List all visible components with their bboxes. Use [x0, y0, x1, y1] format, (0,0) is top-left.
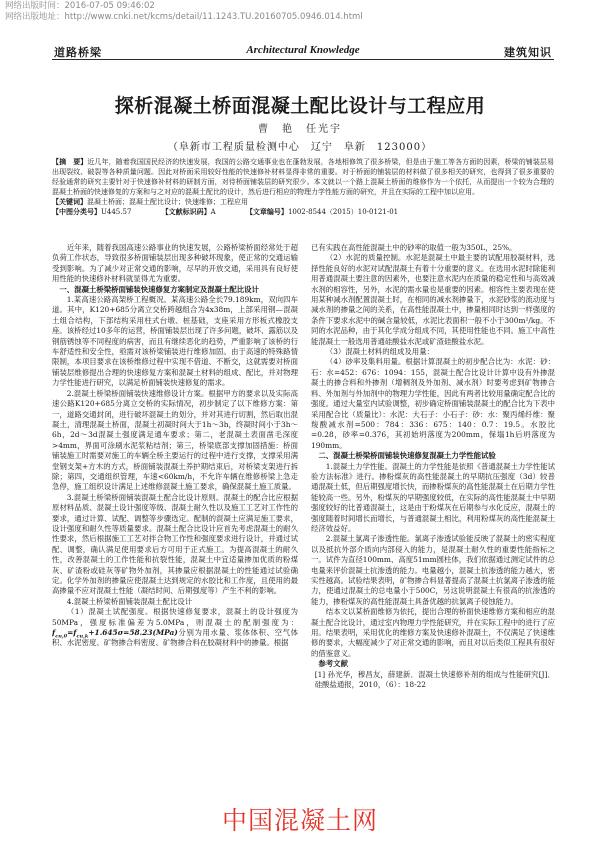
body-paragraph: 2.混凝土桥梁桥面铺装快速维修设计方案。根据甲方的要求以及实际高速公路K120+685分离立交桥的实际情况，初步制定了以下维修方案：第一，道路交通封闭，进行破坏混凝土的划分，并对其进行切割，然后取出混凝土，清理混凝土桥面，混凝土初凝时间大于1h～3h，终凝时间小于3h～6h，2d～3d混凝土强度满足通车要求；第二，老混凝土表面凿毛深度>4mm，界面可涂刷水泥浆粘结剂；第三，桥梁底部支撑加固措施：桥面铺装施工时需要对施工的车辆全桥主要运行的过程中进行支撑，支撑采用满堂钢支架+方木的方式，桥面铺装混凝土养护期结束后，对桥梁支架进行拆除；第四，交通组织管理，车速<60km/h，不允许车辆在维修桥梁上急走急停，施工组织设计满足上述维修混凝土施工要求，确保混凝土施工质量。 [52, 388, 298, 492]
body-paragraph: 结本文以某桥面维修为依托，提出合理的桥面快速维修方案和相应的混凝土配合比设计，通过室内物理力学性能研究，并在实际工程中的进行了应用。结果表明，采用优化的维修方案及快速修补混凝土，不仅满足了快速维修的要求，大幅度减少了对正常交通的影响，而且对以后类似工程具有很好的借鉴意义。 [311, 607, 555, 658]
formula-sub2: cu,k [76, 633, 89, 640]
publish-time-line [5, 1, 363, 12]
body-paragraph: 1.混凝土力学性能。混凝土的力学性能是依照《普通混凝土力学性能试验方法标准》进行。掺粉煤灰的高性能混凝土的早期抗压强度（3d）较普通混凝土低，但后期强度增长快，而掺粉煤灰的高性能混凝土在后期力学性能较高一些。另外，粉煤灰的早期强度较低，在实际的高性能混凝土中早期强度较好的比普通混凝土，这是由于粉煤灰在后期参与水化反应，混凝土的强度随着时间增长而增长，与普通混凝土相比，利用粉煤灰的高性能混凝土经济效益好。 [311, 461, 555, 533]
body-paragraph: （4）砂率及集料用量。根据计算混凝土的初步配合比为：水泥：砂：石：水=452：676：1094：155，混凝土配合比设计计算中设有外掺混凝土的掺合料和外掺剂（增稠剂及外加剂、减水剂）时要考虑到矿物掺合料、外加剂与外加剂中的物理力学性能，因此有两者比较用量确定配合比的强度。通过大量室内试验调整，初步确定桥面铺装混凝土的配合比为下表中采用配合比（质量比）：水泥：大石子：小石子：砂：水：聚丙烯纤维：聚羧酸减水剂=500：784：336：675：140：0.7：19.5。水胶比=0.28，砂率=0.376，其初始坍落度为200mm，保塌1h后坍落度为190mm。 [311, 357, 555, 450]
abstract-text: 近几年，随着我国国民经济的快速发展，我国的公路交通事业也在蓬勃发展，各地相修筑了很多桥梁，但是由于施工等各方面的因素，桥梁的铺装层易出现裂纹、破裂等各种质量问题。因此对桥面采用较好性能的快速修补材料显得非常的重要。对于桥面的铺装层的材料做了很多相关的研究，也得到了很多重要的经验通常的研究主要针对于快速修补材料的研制方面，对待桥面铺装层的研究很少。本文就以一个路上混凝土桥面的维修作为一个依托，从而提出一个较为合理的混凝土桥面的快速修复的方案和与之对应的混凝土配比的设计，然后进行相应的物理力学性能方面的研究，并且在实际的工程中加以应用。 [52, 158, 555, 196]
publish-url-line [5, 12, 363, 23]
running-header [52, 42, 554, 60]
formula-mid: =f [67, 628, 77, 638]
body-paragraph: （2）水泥的质量控制。水泥是混凝土中最主要的试配用胶凝材料，选择性能良好的水泥对试配混凝土有着十分重要的意义。在选用水泥时除能利用普通混凝土要注意的因素外，也要注意水泥内在质量的稳定性和与高效减水剂的相容性，另外，水泥的需水量也是重要的因素。相容性主要表现在使用某种减水剂配置混凝土时，在相同的减水剂掺量下，水泥砂浆的流动度与减水剂的掺量之间的关系，在高性能混凝土中，掺量相同时达到一样强度的条件下要求水泥中的碱含量较低，水泥比表面积一般不小于300m²/kg。不同的水泥品种，由于其化学成分组成不同，其使用性能也不同。施工中高性能混凝土一般选用普通硅酸盐水泥或矿渣硅酸盐水泥。 [311, 253, 555, 346]
body-column-right [311, 243, 555, 721]
body-column-left [52, 243, 298, 721]
author-affiliation: （阜新市工程质量检测中心 辽宁 阜新 123000） [167, 142, 433, 153]
section-heading: 二、混凝土桥梁桥面铺装快速修复混凝土力学性能试验 [318, 451, 496, 461]
keywords-text: 混凝土桥面；混凝土配比设计；快速维修；工程应用 [87, 198, 248, 206]
journal-name-cn: 建筑知识 [504, 46, 552, 59]
publish-time: 2016-07-05 09:46:02 [64, 1, 155, 11]
paragraph-lead: （1）混凝土试配强度。根据快速修复要求，混凝土的设计强度为50MPa，强度标准偏差为5.0MPa，则混凝土的配制强度为： [52, 607, 298, 627]
doc-code-field [162, 208, 230, 216]
paragraph-tail: 分别为用水量、浆体体积、空气体积、水泥密度、矿物掺合料密度、矿物掺合料在胶凝材料中的掺量。根据 [52, 628, 298, 648]
keywords-label: 【关键词】 [52, 197, 87, 206]
body-paragraph: （3）混凝土材料的组成及用量： [325, 347, 434, 357]
subsection-heading: 4.混凝土桥梁桥面铺装混凝土配比设计 [66, 596, 193, 606]
section-heading: 一、混凝土桥梁桥面铺装快速修复方案制定及混凝土配比设计 [59, 284, 259, 294]
abstract [52, 157, 554, 197]
publish-url: http://www.cnki.net/kcms/detail/11.1243.TU.20160705.0946.014.html [64, 12, 363, 22]
formula-tail: +1.645σ=58.23(MPa) [88, 628, 178, 638]
article-no-value: 1002-8544（2015）10-0121-01 [287, 208, 399, 216]
body-paragraph-with-formula [52, 607, 298, 649]
doc-code-label: 【文献标识码】 [161, 207, 211, 216]
body-paragraph: 已有实践在高性能混凝土中的砂率的取值一般为350L，25%。 [311, 243, 517, 252]
strength-formula [52, 628, 178, 640]
site-watermark: 中国混凝土网 [221, 806, 378, 835]
article-no-field [246, 208, 412, 216]
publish-time-label: 网络出版时间： [5, 1, 65, 11]
classification-line [52, 207, 554, 217]
publish-url-label: 网络出版地址： [5, 12, 65, 22]
keywords [52, 197, 554, 207]
clc-value: U445.57 [101, 208, 132, 216]
article-no-label: 【文章编号】 [245, 207, 288, 216]
article-title: 探析混凝土桥面混凝土配比设计与工程应用 [114, 95, 486, 117]
body-paragraph: 1.某高速公路高架桥工程概况。某高速公路全长79.189km，双向四车道。其中，K120+685分离立交桥跨越组合为4x38m，上部采用钢—混凝土组合结构，下部结构采用柱式台墩、桩基础，支座采用方形板式橡胶支座。该桥经过10多年的运营，桥面铺装层出现了许多问题，破坏、露筋以及钢筋锈蚀等不同程度的病害，而且有继续恶化的趋势，严重影响了该桥的行车舒适性和安全性，亟需对该桥梁铺装进行维修加固。由于高速的特殊路情限制，本项目要求在该桥维修过程中实现不借道、不断交，这就需要对桥面铺装层维修提出合理的快速修复方案和混凝土材料的组成、配比，并对物理力学性能进行研究，以满足桥面铺装快速修复的需求。 [52, 295, 298, 388]
body-paragraph: 近年来，随着我国高速公路事业的快速发展，公路桥梁桥面经常处于超负荷工作状态，导致很多桥面铺装层出现多种破坏现象，使正常的交通运输受到影响。为了减少对正常交通的影响，尽早的开放交通，采用具有良好使用性能的快速修补材料就显得尤为重要。 [52, 243, 298, 284]
clc-field [52, 208, 145, 216]
article-authors: 曹 艳 任光宇 [258, 124, 342, 135]
web-publish-info [5, 1, 363, 23]
body-paragraph: 2.混凝土氯离子渗透性能。氯离子渗透试验能反映了混凝土的密实程度以及抵抗外部介质向内部侵入的能力，是混凝土耐久性的重要性能指标之一。试件为直径100mm、高度51mm圆柱体，我们依据通过测定试件的总电量来评价混凝土抗渗透的能力。电量越小，混凝土抗渗透的能力越大，密实性越高。试验结果表明，矿物掺合料显著提高了混凝土抗氯离子渗透的能力，使通过混凝土的总电量小于500C，另这说明混凝土有很高的抗渗透的能力，掺粉煤灰的高性能混凝土具备优越的抗氯离子侵蚀能力。 [311, 534, 555, 606]
journal-name-en: Architectural Knowledge [246, 44, 360, 56]
doc-code-value: A [210, 208, 216, 216]
clc-label: 【中图分类号】 [52, 207, 101, 216]
formula-sub1: cu,0 [55, 633, 68, 640]
body-paragraph: 3.混凝土桥梁桥面铺装混凝土配合比设计原则。混凝土的配合比应根据原材料品质、混凝土设计强度等级、混凝土耐久性以及施工工艺对工作性的要求，通过计算、试配、调整等步骤选定。配制的混凝土应满足施工要求，设计强度和耐久性等质量要求。混凝土配合比设计应首先考虑混凝土的耐久性要求，然后根据施工工艺对拌合物工作性和强度要求进行设计，并通过试配、调整，确认满足使用要求后方可用于正式施工。为提高混凝土的耐久性，改善混凝土的工作性能和抗裂性能，混凝土中宜适量掺加优质的粉煤灰、矿渣粉或硅灰等矿物外加剂，其掺量应根据混凝土的性能通过试验确定。化学外加剂的掺量应使混凝土达到规定的水胶比和工作度，且使用的最高掺量不应对混凝土性能（凝结时间、后期强度等）产生不利的影响。 [52, 492, 298, 596]
section-name: 道路桥梁 [54, 46, 102, 59]
formula-f1: f [52, 628, 56, 638]
reference-item: [1] 孙光华，穆昌友，薛建新．混凝土快速修补剂的组成与性能研究[J]．硅酸盐通报，2010，（6）：18-22 [314, 669, 555, 690]
abstract-block [52, 157, 554, 217]
references-heading: 参考文献 [318, 659, 348, 669]
abstract-label: 【摘 要】 [52, 157, 88, 166]
